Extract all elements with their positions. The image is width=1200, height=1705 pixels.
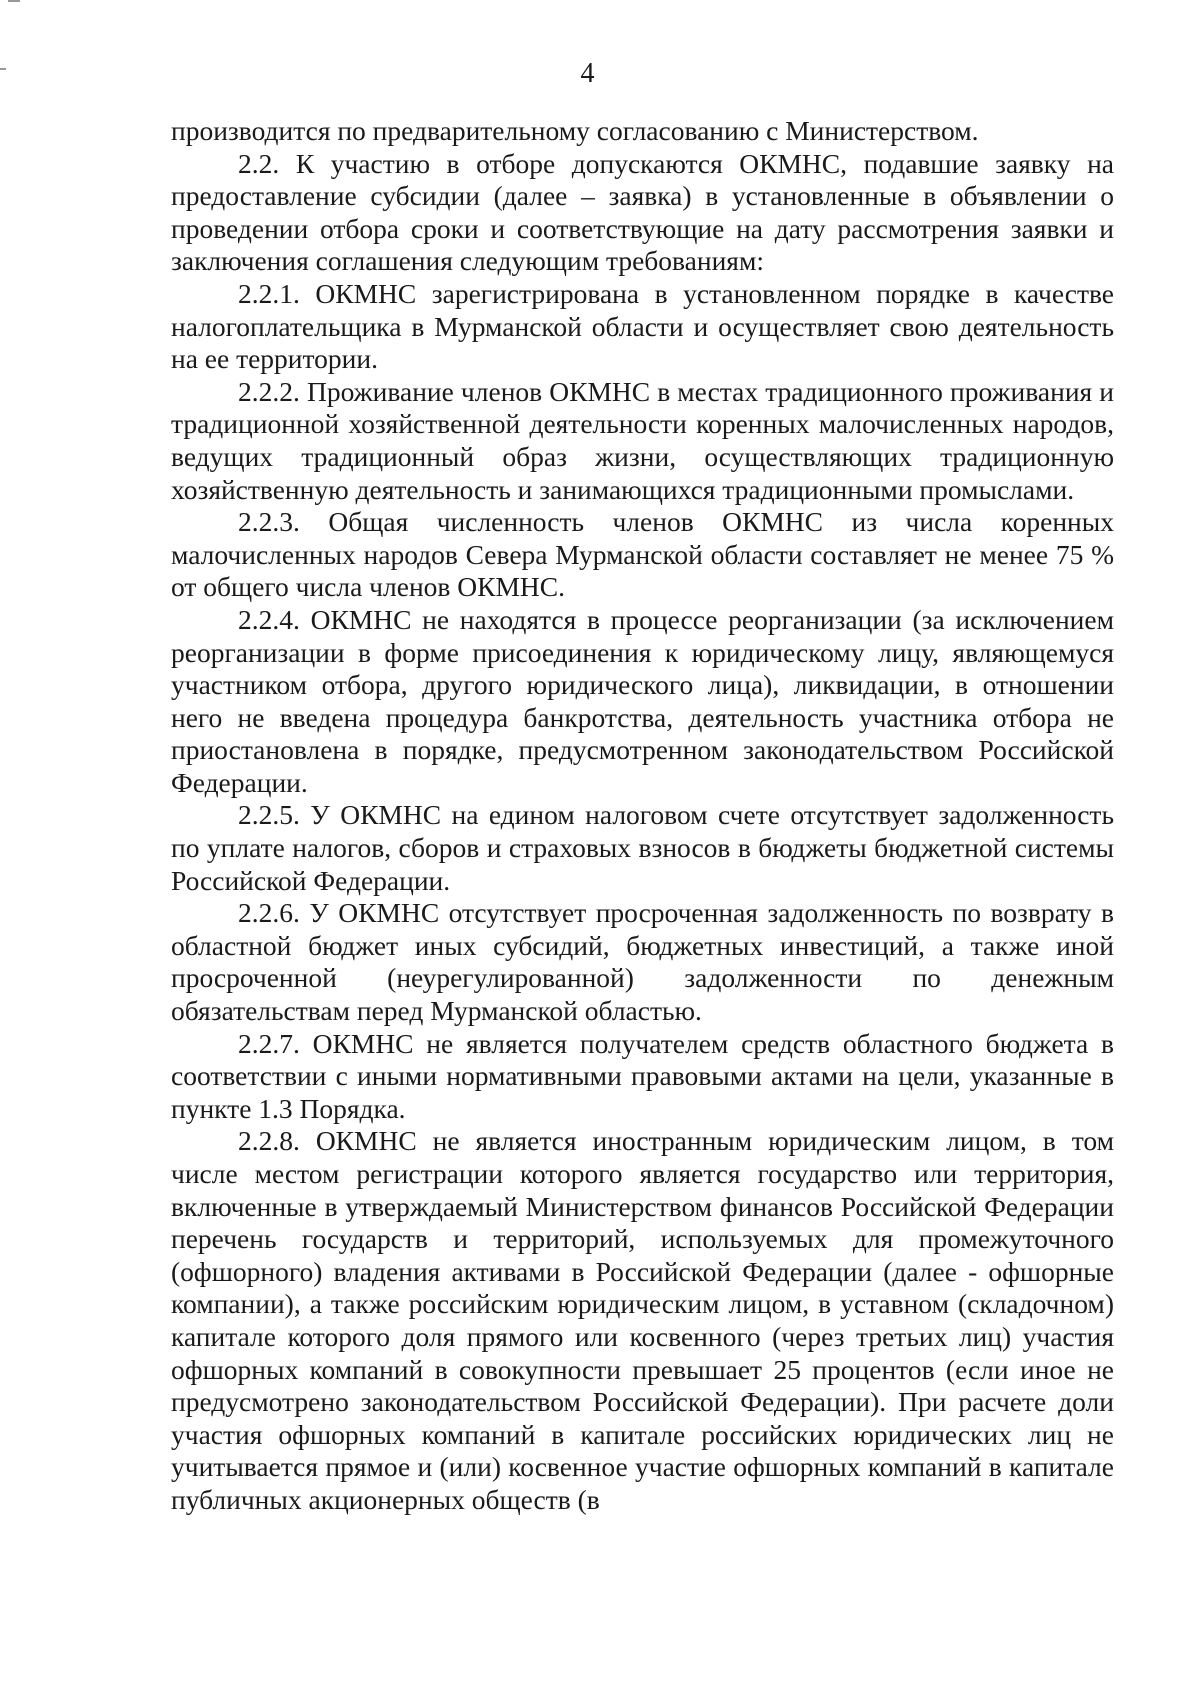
scan-artifact-mark bbox=[8, 0, 20, 2]
paragraph-2-2-4: 2.2.4. ОКМНС не находятся в процессе реорганизации (за исключением реорганизации в форме присоединения к юридическому лицу, являющемуся участником отбора, другого юридического лица), ликвидации, в отношении него не введена процедура банкротства, деятельность участника отбора не приостановлена в порядке, предусмотренном законодательством Российской Федерации. bbox=[171, 603, 1114, 798]
page-number: 4 bbox=[580, 58, 595, 89]
paragraph-2-2-5: 2.2.5. У ОКМНС на едином налоговом счете отсутствует задолженность по уплате налогов, сборов и страховых взносов в бюджеты бюджетной системы Российской Федерации. bbox=[171, 799, 1114, 896]
paragraph-2-2-8: 2.2.8. ОКМНС не является иностранным юридическим лицом, в том числе местом регистрации которого является государство или территория, включенные в утверждаемый Министерством финансов Российской Федерации перечень государств и территорий, используемых для промежуточного (офшорного) владения активами в Российской Федерации (далее - офшорные компании), а также российским юридическим лицом, в уставном (складочном) капитале которого доля прямого или косвенного (через третьих лиц) участия офшорных компаний в совокупности превышает 25 процентов (если иное не предусмотрено законодательством Российской Федерации). При расчете доли участия офшорных компаний в капитале российских юридических лиц не учитывается прямое и (или) косвенное участие офшорных компаний в капитале публичных акционерных обществ (в bbox=[171, 1125, 1114, 1515]
document-body bbox=[171, 115, 1114, 1517]
paragraph-2-2-1: 2.2.1. ОКМНС зарегистрирована в установленном порядке в качестве налогоплательщика в Мурманской области и осуществляет свою деятельность на ее территории. bbox=[171, 277, 1114, 375]
paragraph-2-2-2: 2.2.2. Проживание членов ОКМНС в местах традиционного проживания и традиционной хозяйственной деятельности коренных малочисленных народов, ведущих традиционный образ жизни, осуществляющих традиционную хозяйственную деятельность и занимающихся традиционными промыслами. bbox=[171, 375, 1114, 505]
paragraph-2-2-6: 2.2.6. У ОКМНС отсутствует просроченная задолженность по возврату в областной бюджет иных субсидий, бюджетных инвестиций, а также иной просроченной (неурегулированной) задолженности по денежным обязательствам перед Мурманской областью. bbox=[171, 897, 1114, 1027]
paragraph-continuation: производится по предварительному согласованию с Министерством. bbox=[171, 115, 979, 146]
paragraph-2-2: 2.2. К участию в отборе допускаются ОКМНС, подавшие заявку на предоставление субсидии (далее – заявка) в установленные в объявлении о проведении отбора сроки и соответствующие на дату рассмотрения заявки и заключения соглашения следующим требованиям: bbox=[171, 147, 1114, 277]
paragraph-2-2-3: 2.2.3. Общая численность членов ОКМНС из числа коренных малочисленных народов Севера Мурманской области составляет не менее 75 % от общего числа членов ОКМНС. bbox=[171, 506, 1114, 603]
paragraph-2-2-7: 2.2.7. ОКМНС не является получателем средств областного бюджета в соответствии с иными нормативными правовыми актами на цели, указанные в пункте 1.3 Порядка. bbox=[171, 1027, 1114, 1124]
